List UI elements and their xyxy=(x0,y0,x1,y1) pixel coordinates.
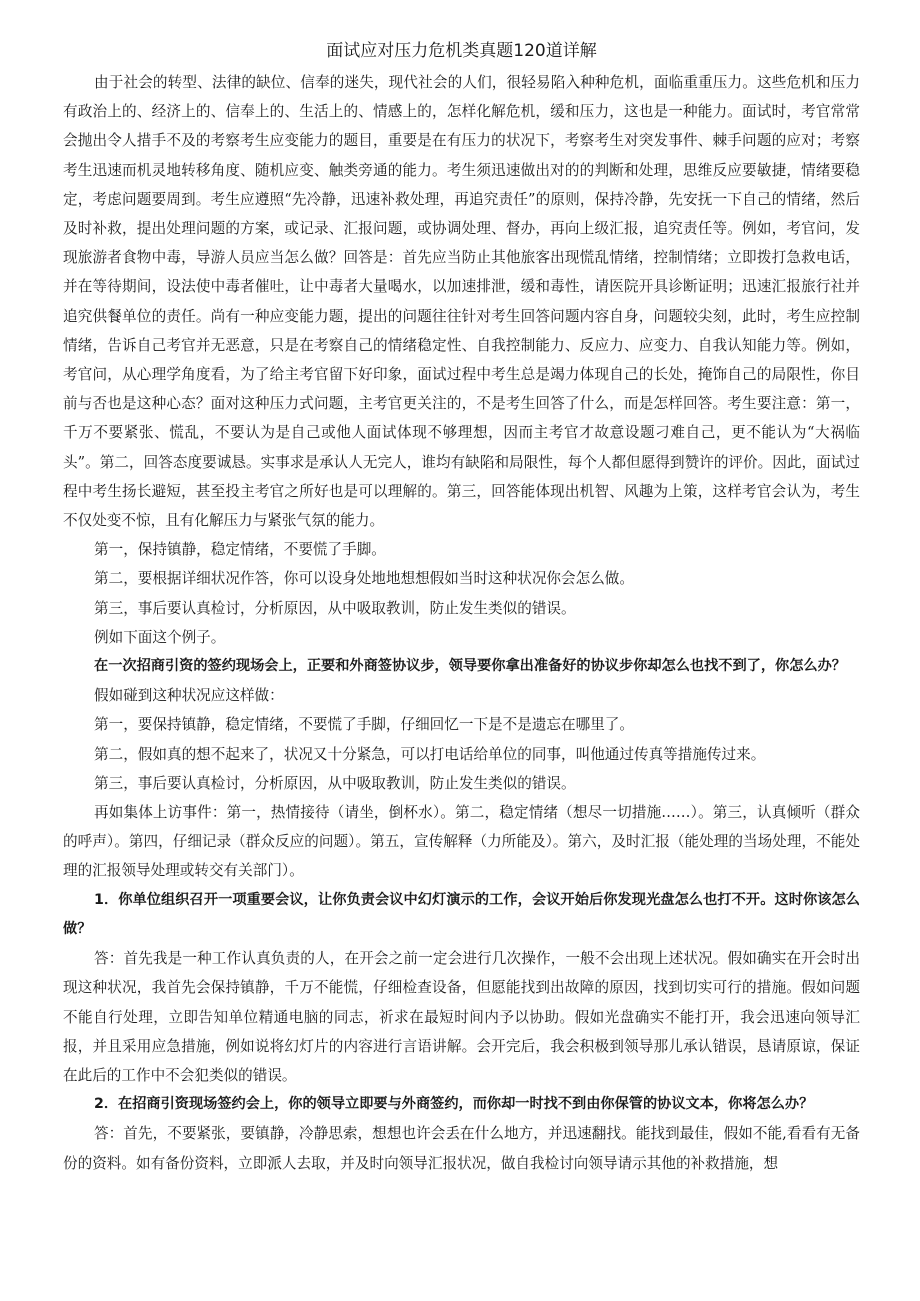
principle-2: 第二，要根据详细状况作答，你可以设身处地地想想假如当时这种状况你会怎么做。 xyxy=(94,570,634,588)
example-step-3: 第三，事后要认真检讨，分析原因，从中吸取教训，防止发生类似的错误。 xyxy=(94,774,576,792)
example-lead: 例如下面这个例子。 xyxy=(94,628,226,646)
example-step-1: 第一，要保持镇静，稳定情绪，不要慌了手脚，仔细回忆一下是不是遗忘在哪里了。 xyxy=(94,716,634,734)
document-page xyxy=(63,38,860,1293)
principle-1: 第一，保持镇静，稳定情绪，不要慌了手脚。 xyxy=(94,541,386,559)
example-question: 在一次招商引资的签约现场会上，正要和外商签协议步，领导要你拿出准备好的协议步你却怎么也找不到了，你怎么办？ xyxy=(94,658,846,675)
example-step-2: 第二，假如真的想不起来了，状况又十分紧急，可以打电话给单位的同事，叫他通过传真等措施传过来。 xyxy=(94,745,766,763)
question-1: 1．你单位组织召开一项重要会议，让你负责会议中幻灯演示的工作，会议开始后你发现光盘怎么也打不开。这时你该怎么做？ xyxy=(63,891,860,937)
answer-2: 答：首先，不要紧张，要镇静，冷静思索，想想也许会丢在什么地方，并迅速翻找。能找到最佳，假如不能,看看有无备份的资料。如有备份资料，立即派人去取，并及时向领导汇报状况，做自我检讨向领导请示其他的补救措施，想 xyxy=(63,1125,860,1172)
answer-1: 答：首先我是一种工作认真负责的人，在开会之前一定会进行几次操作，一般不会出现上述状况。假如确实在开会时出现这种状况，我首先会保持镇静，千万不能慌，仔细检查设备，但愿能找到出故障的原因，找到切实可行的措施。假如问题不能自行处理，立即告知单位精通电脑的同志，祈求在最短时间内予以协助。假如光盘确实不能打开，我会迅速向领导汇报，并且采用应急措施，例如说将幻灯片的内容进行言语讲解。会开完后，我会积极到领导那儿承认错误，恳请原谅，保证在此后的工作中不会犯类似的错误。 xyxy=(63,950,860,1084)
question-2: 2．在招商引资现场签约会上，你的领导立即要与外商签约，而你却一时找不到由你保管的协议文本，你将怎么办？ xyxy=(94,1096,814,1113)
principle-3: 第三，事后要认真检讨，分析原因，从中吸取教训，防止发生类似的错误。 xyxy=(94,599,576,617)
petition-paragraph: 再如集体上访事件：第一，热情接待（请坐，倒杯水）。第二，稳定情绪（想尽一切措施……）。第三，认真倾听（群众的呼声）。第四，仔细记录（群众反应的问题）。第五，宣传解释（力所能及）。第六，及时汇报（能处理的当场处理，不能处理的汇报领导处理或转交有关部门）。 xyxy=(63,804,860,880)
document-title: 面试应对压力危机类真题120道详解 xyxy=(326,41,597,61)
example-answer-lead: 假如碰到这种状况应这样做： xyxy=(94,687,284,705)
intro-paragraph: 由于社会的转型、法律的缺位、信奉的迷失，现代社会的人们，很轻易陷入种种危机，面临重重压力。这些危机和压力有政治上的、经济上的、信奉上的、生活上的、情感上的，怎样化解危机，缓和压力，这也是一种能力。面试时，考官常常会抛出令人措手不及的考察考生应变能力的题目，重要是在有压力的状况下，考察考生对突发事件、棘手问题的应对；考察考生迅速而机灵地转移角度、随机应变、触类旁通的能力。考生须迅速做出对的的判断和处理，思维反应要敏捷，情绪要稳定，考虑问题要周到。考生应遵照“先冷静，迅速补救处理，再追究责任”的原则，保持冷静，先安抚一下自己的情绪，然后及时补救，提出处理问题的方案，或记录、汇报问题，或协调处理、督办，再向上级汇报，追究责任等。例如，考官问，发现旅游者食物中毒，导游人员应当怎么做？回答是：首先应当防止其他旅客出现慌乱情绪，控制情绪；立即拨打急救电话，并在等待期间，设法使中毒者催吐，让中毒者大量喝水，以加速排泄，缓和毒性，请医院开具诊断证明；迅速汇报旅行社并追究供餐单位的责任。尚有一种应变能力题，提出的问题往往针对考生回答问题内容自身，问题较尖刻，此时，考生应控制情绪，告诉自己考官并无恶意，只是在考察自己的情绪稳定性、自我控制能力、反应力、应变力、自我认知能力等。例如，考官问，从心理学角度看，为了给主考官留下好印象，面试过程中考生总是竭力体现自己的长处，掩饰自己的局限性，你目前与否也是这种心态？面对这种压力式问题，主考官更关注的，不是考生回答了什么，而是怎样回答。考生要注意：第一，千万不要紧张、慌乱，不要认为是自己或他人面试体现不够理想，因而主考官才故意设题刁难自己，更不能认为“大祸临头”。第二，回答态度要诚恳。实事求是承认人无完人，谁均有缺陷和局限性，每个人都但愿得到赞许的评价。因此，面试过程中考生扬长避短，甚至投主考官之所好也是可以理解的。第三，回答能体现出机智、风趣为上策，这样考官会认为，考生不仅处变不惊，且有化解压力与紧张气氛的能力。 xyxy=(63,74,860,530)
